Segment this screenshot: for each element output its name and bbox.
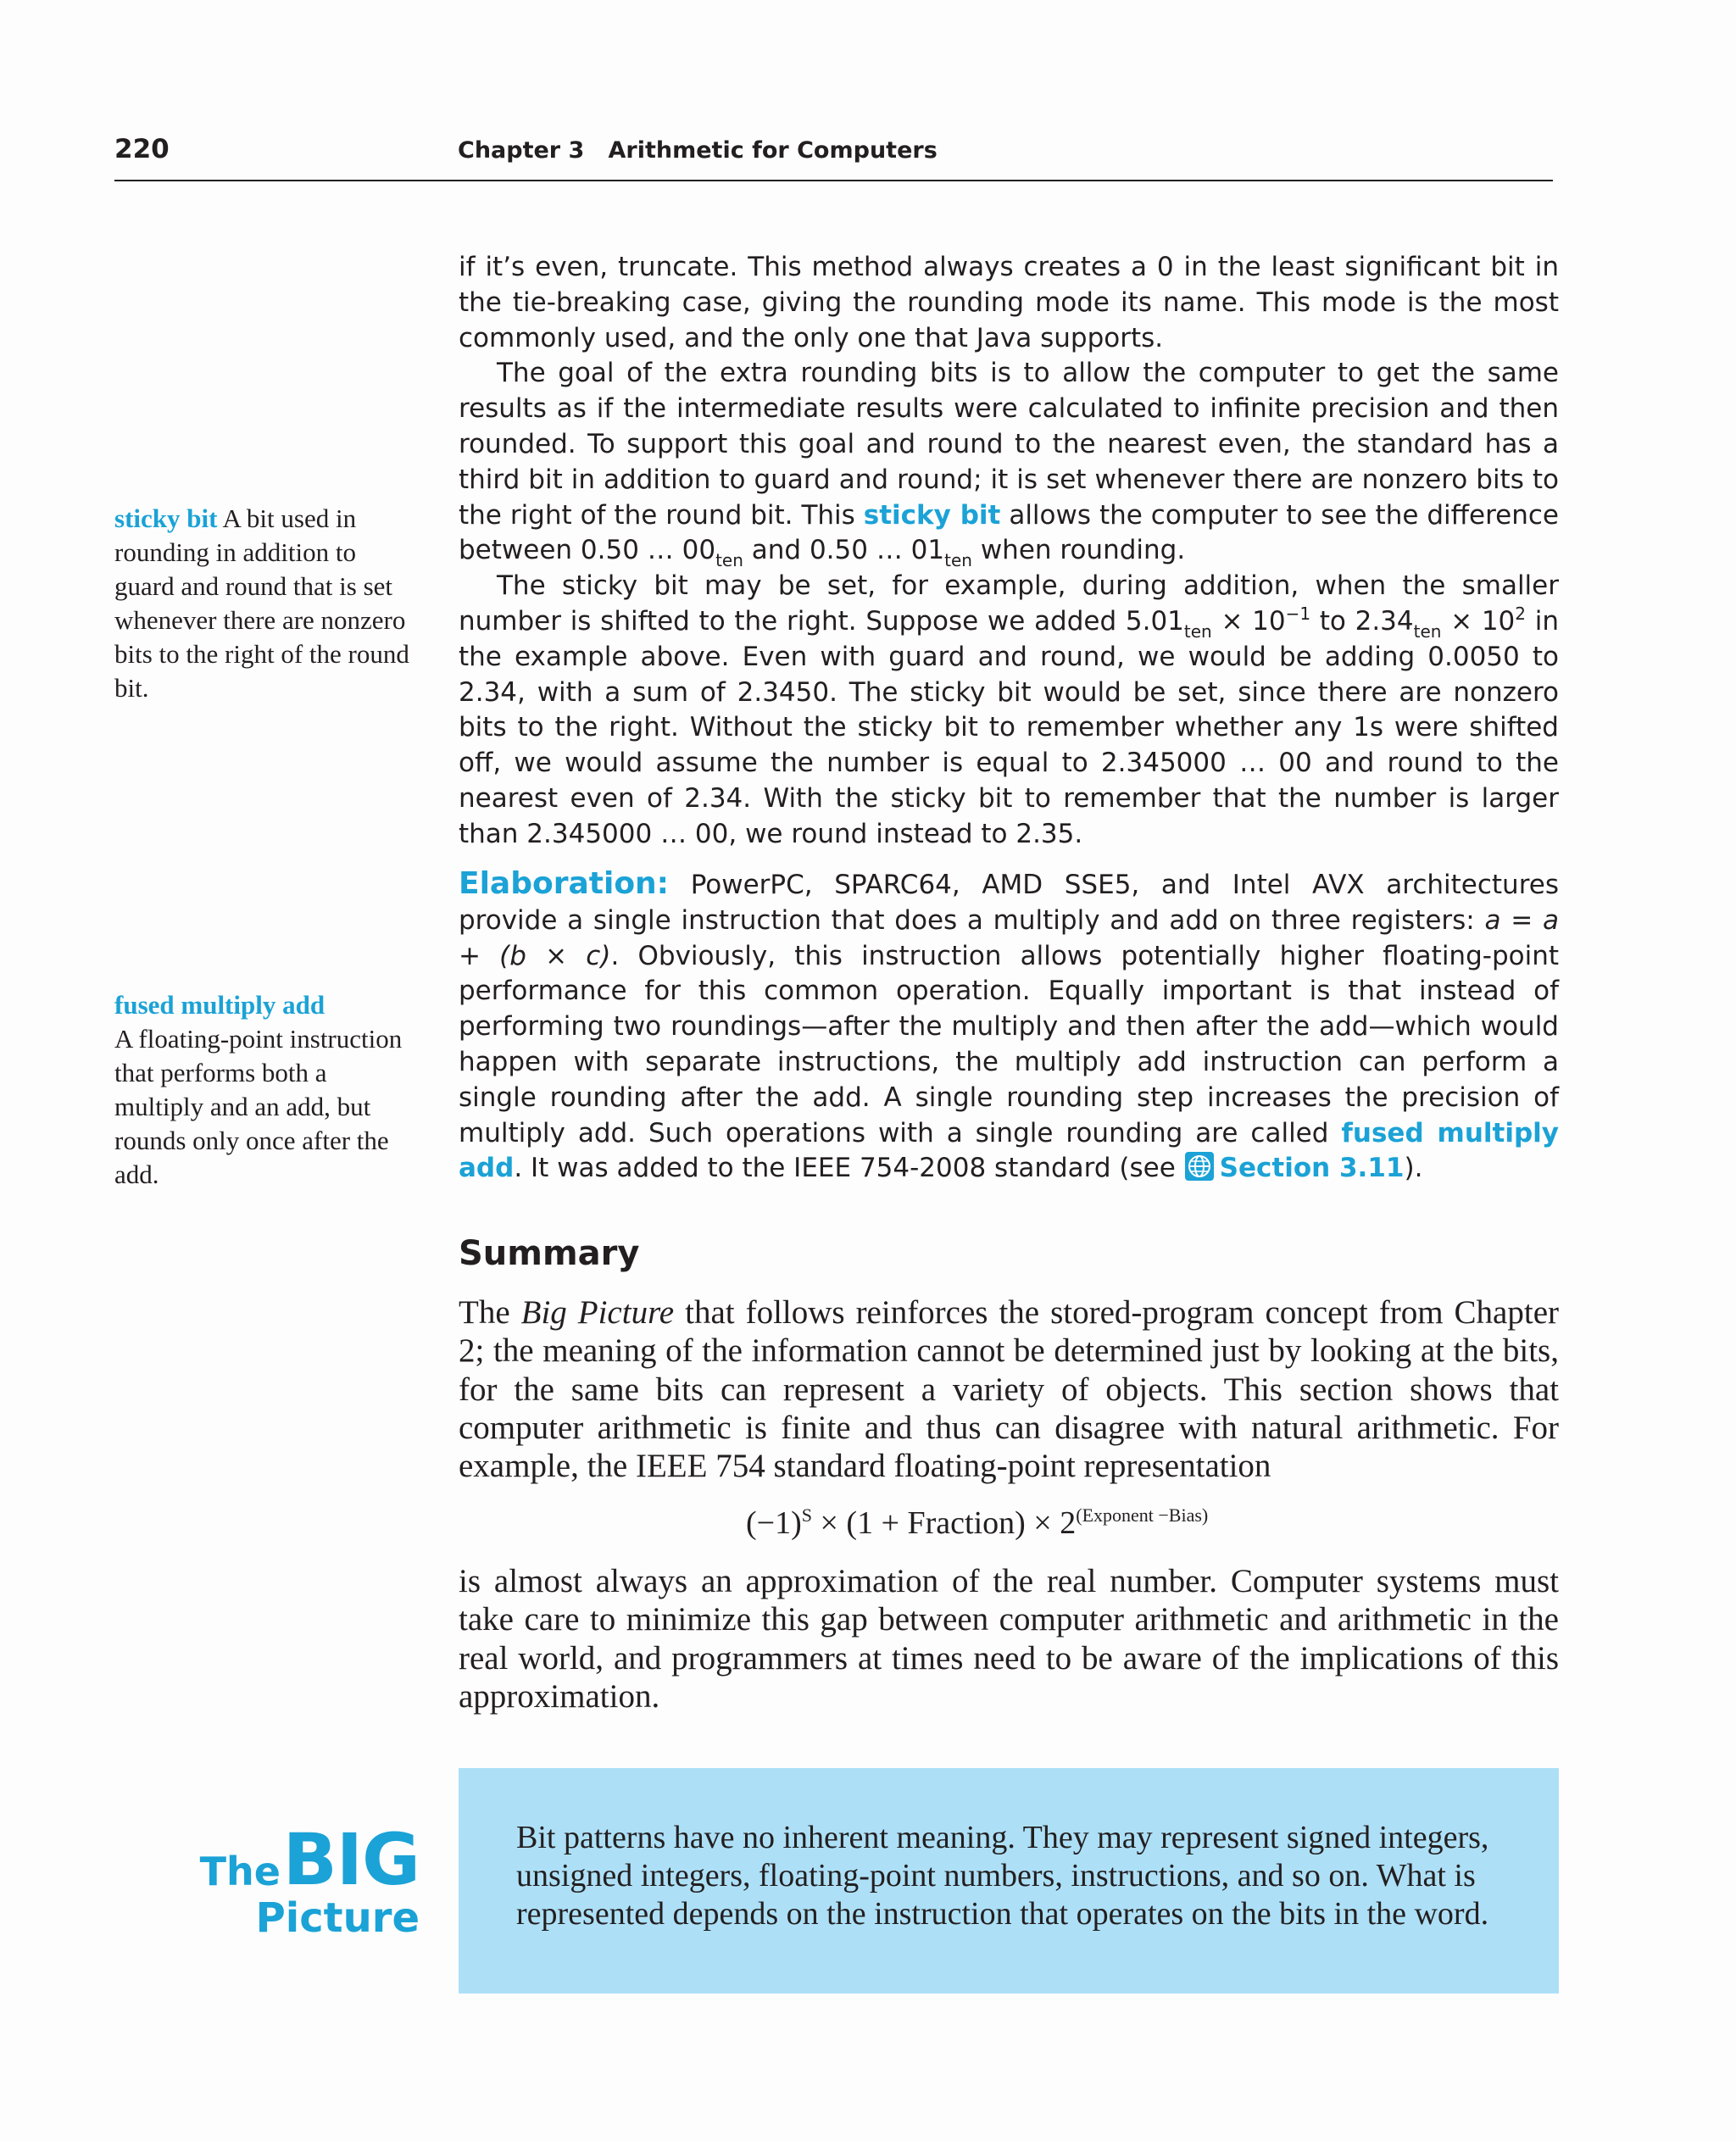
summary-paragraph-2: is almost always an approximation of the real number. Computer systems must take care to minimize this gap between computer arithmetic and arithmetic in the real world, and programmers at times need to be aware of the implications of this approximation.: [459, 1563, 1559, 1715]
paragraph-rounding-continued: if it’s even, truncate. This method always creates a 0 in the least significant bit in the tie-breaking case, giving the rounding mode its name. This mode is the most commonly used, and the only one that Java supports.: [459, 252, 1559, 353]
section-link[interactable]: Section 3.11: [1219, 1153, 1405, 1184]
big-picture-text: Bit patterns have no inherent meaning. They may represent signed integers, unsigned integers, floating-point numbers, instructions, and so on. What is represented depends on the instruction that operates on the bits in the word.: [516, 1820, 1489, 1932]
ieee754-formula: $(-1)^S \times (1$ + Fraction) × $2^{(Exponent -Bias)}$: [746, 1504, 1209, 1541]
paragraph-sticky-bit-intro: The goal of the extra rounding bits is to allow the computer to get the same results as if the intermediate results were calculated to infinite precision and then rounded. To support this goal and round to the nearest even, the standard has a third bit in addition to guard and round; it is set whenever there are nonzero bits to the right of the round bit. This sticky bit allows the computer to see the difference between 0.50 … $00_{ten}$ and 0.50 … $01_{ten}$ when rounding.: [459, 358, 1559, 571]
big-picture-logo: The BIG Picture: [199, 1818, 420, 1942]
elaboration-label: Elaboration:: [459, 866, 670, 901]
summary-paragraph-1: The Big Picture that follows reinforces the stored-program concept from Chapter 2; the meaning of the information cannot be determined just by looking at the bits, for the same bits can represent a variety of objects. This section shows that computer arithmetic is finite and thus can disagree with natural arithmetic. For example, the IEEE 754 standard floating-point representation: [459, 1294, 1559, 1485]
elaboration-block: Elaboration: PowerPC, SPARC64, AMD SSE5, and Intel AVX architectures provide a single instruction that does a multiply and add on three registers: a = a + (b × c). Obviously, this instruction allows potentially higher floating-point performance for this common operation. Equally important is that instead of performing two roundings—after the multiply and then after the add—which would happen with separate instructions, the multiply add instruction can perform a single rounding after the add. A single rounding step increases the precision of multiply add. Such operations with a single rounding are called fused multiply add. It was added to the IEEE 754-2008 standard (see Section 3.11).: [459, 866, 1560, 1184]
margin-term-fma: fused multiply add: [114, 990, 326, 1020]
paragraph-sticky-bit-example: The sticky bit may be set, for example, during addition, when the smaller number is shifted to the right. Suppose we added $5.01_{ten} \times 10^{-1}$ to $2.34_{ten} \times 10^2$ in the example above. Even with guard and round, we would be adding 0.0050 to 2.34, with a sum of 2.3450. The sticky bit would be set, since there are nonzero bits to the right. Without the sticky bit to remember whether any 1s were shifted off, we would assume the number is equal to 2.345000 … 00 and round to the nearest even of 2.34. With the sticky bit to remember that the number is larger than 2.345000 … 00, we round instead to 2.35.: [459, 570, 1559, 849]
fma-formula: a = a + (b × c): [459, 904, 1559, 971]
margin-term-sticky-bit: sticky bit: [114, 503, 218, 533]
page-number: 220: [114, 134, 170, 164]
margin-definition-sticky-bit: sticky bit A bit used in rounding in addition to guard and round that is set whenever there are nonzero bits to the right of the round bit.: [114, 503, 409, 703]
margin-definition-fma: fused multiply add A floating-point instruction that performs both a multiply and an add, but rounds only once after the add.: [114, 988, 416, 1192]
sticky-bit-keyword: sticky bit: [863, 499, 1001, 531]
main-text-block: [459, 250, 1559, 853]
globe-icon: [1184, 1151, 1215, 1182]
summary-heading: Summary: [459, 1234, 640, 1273]
chapter-title: Chapter 3 Arithmetic for Computers: [458, 137, 938, 164]
page-header: [114, 127, 1553, 181]
fma-keyword: fused multiply add: [459, 1117, 1560, 1184]
big-picture-box: [459, 1768, 1559, 1994]
